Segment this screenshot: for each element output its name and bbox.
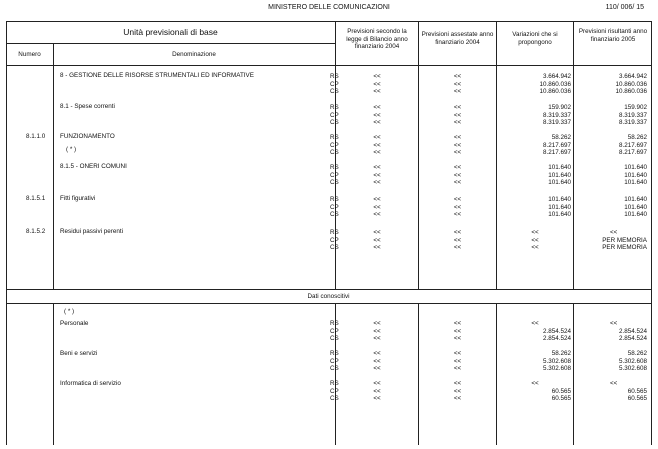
risultanti-value: 58.262 bbox=[627, 350, 647, 357]
denominazione-header: Denominazione bbox=[172, 51, 216, 58]
variazioni-value: 101.640 bbox=[548, 171, 571, 179]
risultanti-value: 5.302.608 bbox=[618, 357, 647, 365]
variazioni-value: 10.860.036 bbox=[539, 88, 571, 96]
risultanti-value: 101.640 bbox=[624, 203, 647, 211]
bilancio-value: << bbox=[373, 179, 381, 187]
risultanti-value: PER MEMORIA bbox=[602, 236, 647, 244]
assestate-divider-dati bbox=[418, 303, 419, 445]
bilancio-header: Previsioni secondo la legge di Bilancio anno finanziario 2004 bbox=[346, 28, 408, 51]
row-type: CP bbox=[330, 171, 339, 179]
assestate-value: << bbox=[453, 119, 462, 127]
risultanti-header: Previsioni risultanti anno finanziario 2005 bbox=[578, 28, 648, 43]
numero-divider bbox=[53, 43, 54, 289]
assestate-value: << bbox=[453, 335, 462, 343]
bilancio-value: << bbox=[373, 229, 381, 236]
bilancio-value: << bbox=[373, 73, 381, 80]
row-numero: 8.1.5.2 bbox=[26, 228, 46, 235]
bilancio-value: << bbox=[373, 80, 381, 88]
assestate-value: << bbox=[453, 320, 462, 327]
row-type: CS bbox=[330, 149, 339, 157]
risultanti-value: 10.860.036 bbox=[615, 88, 647, 96]
variazioni-value: 10.860.036 bbox=[539, 80, 571, 88]
risultanti-value: 101.640 bbox=[624, 179, 647, 187]
assestate-value: << bbox=[453, 395, 462, 403]
row-type: CS bbox=[330, 211, 339, 219]
row-type: RS bbox=[330, 164, 339, 171]
assestate-value: << bbox=[453, 164, 462, 171]
variazioni-value: 101.640 bbox=[548, 203, 571, 211]
variazioni-value: 58.262 bbox=[551, 350, 571, 357]
bilancio-value: << bbox=[373, 327, 381, 335]
variazioni-value: 8.217.697 bbox=[542, 141, 571, 149]
unita-title-divider bbox=[6, 43, 335, 44]
bilancio-value: << bbox=[373, 236, 381, 244]
assestate-value: << bbox=[453, 350, 462, 357]
row-denominazione: Residui passivi perenti bbox=[60, 228, 123, 235]
row-type: CP bbox=[330, 236, 339, 244]
dati-note: ( * ) bbox=[64, 308, 75, 315]
risultanti-value: 60.565 bbox=[627, 395, 647, 403]
row-type: RS bbox=[330, 320, 339, 327]
assestate-value: << bbox=[453, 179, 462, 187]
risultanti-value: 159.902 bbox=[624, 104, 647, 111]
assestate-divider bbox=[418, 21, 419, 289]
variazioni-value: 5.302.608 bbox=[542, 357, 571, 365]
assestate-value: << bbox=[453, 196, 462, 203]
variazioni-value: 101.640 bbox=[548, 164, 571, 171]
bilancio-value: << bbox=[373, 211, 381, 219]
row-type: CP bbox=[330, 327, 339, 335]
risultanti-value: 2.854.524 bbox=[618, 335, 647, 343]
variazioni-value: 60.565 bbox=[551, 395, 571, 403]
row-type: CS bbox=[330, 88, 339, 96]
row-type: CS bbox=[330, 395, 339, 403]
row-numero: 8.1.5.1 bbox=[26, 195, 46, 202]
row-type: RS bbox=[330, 134, 339, 141]
assestate-value: << bbox=[453, 171, 462, 179]
row-type: RS bbox=[330, 380, 339, 387]
table-top-border bbox=[6, 21, 651, 22]
assestate-value: << bbox=[453, 211, 462, 219]
assestate-value: << bbox=[453, 134, 462, 141]
dati-denominazione: Personale bbox=[60, 320, 89, 327]
risultanti-value: 58.262 bbox=[627, 134, 647, 141]
assestate-value: << bbox=[453, 327, 462, 335]
risultanti-value: 101.640 bbox=[624, 196, 647, 203]
variazioni-value: << bbox=[531, 244, 539, 252]
variazioni-value: 8.217.697 bbox=[542, 149, 571, 157]
bilancio-value: << bbox=[373, 119, 381, 127]
bilancio-value: << bbox=[373, 111, 381, 119]
risultanti-value: << bbox=[610, 229, 618, 236]
variazioni-value: 101.640 bbox=[548, 179, 571, 187]
numero-divider-dati bbox=[53, 303, 54, 445]
risultanti-value: 3.664.942 bbox=[618, 73, 647, 80]
row-type: CP bbox=[330, 80, 339, 88]
bilancio-value: << bbox=[373, 164, 381, 171]
variazioni-value: 8.319.337 bbox=[542, 119, 571, 127]
risultanti-value: PER MEMORIA bbox=[602, 244, 647, 252]
assestate-value: << bbox=[453, 80, 462, 88]
risultanti-value: 8.319.337 bbox=[618, 119, 647, 127]
bilancio-value: << bbox=[373, 244, 381, 252]
row-type: CP bbox=[330, 357, 339, 365]
risultanti-value: << bbox=[610, 320, 618, 327]
variazioni-divider-dati bbox=[496, 303, 497, 445]
variazioni-value: 5.302.608 bbox=[542, 365, 571, 373]
row-type: CS bbox=[330, 179, 339, 187]
row-type: RS bbox=[330, 104, 339, 111]
variazioni-value: << bbox=[531, 320, 539, 327]
bilancio-value: << bbox=[373, 320, 381, 327]
variazioni-value: 8.319.337 bbox=[542, 111, 571, 119]
numero-header: Numero bbox=[18, 51, 41, 58]
assestate-value: << bbox=[453, 203, 462, 211]
row-type: RS bbox=[330, 229, 339, 236]
table-right-border bbox=[651, 21, 652, 445]
row-denominazione: 8.1.5 - ONERI COMUNI bbox=[60, 163, 127, 170]
risultanti-value: 10.860.036 bbox=[615, 80, 647, 88]
bilancio-value: << bbox=[373, 365, 381, 373]
risultanti-value: 8.319.337 bbox=[618, 111, 647, 119]
row-type: RS bbox=[330, 350, 339, 357]
bilancio-value: << bbox=[373, 387, 381, 395]
dati-denominazione: Beni e servizi bbox=[60, 350, 98, 357]
row-type: RS bbox=[330, 73, 339, 80]
variazioni-value: 58.262 bbox=[551, 134, 571, 141]
variazioni-value: 2.854.524 bbox=[542, 335, 571, 343]
risultanti-divider bbox=[573, 21, 574, 289]
table-left-border bbox=[6, 21, 7, 445]
risultanti-value: 101.640 bbox=[624, 171, 647, 179]
variazioni-value: << bbox=[531, 380, 539, 387]
bilancio-value: << bbox=[373, 141, 381, 149]
assestate-value: << bbox=[453, 141, 462, 149]
risultanti-value: 8.217.697 bbox=[618, 149, 647, 157]
assestate-value: << bbox=[453, 229, 462, 236]
risultanti-value: 2.854.524 bbox=[618, 327, 647, 335]
variazioni-value: 3.664.942 bbox=[542, 73, 571, 80]
bilancio-value: << bbox=[373, 380, 381, 387]
row-type: CP bbox=[330, 203, 339, 211]
row-type: CS bbox=[330, 365, 339, 373]
bilancio-value: << bbox=[373, 395, 381, 403]
bilancio-value: << bbox=[373, 203, 381, 211]
assestate-value: << bbox=[453, 149, 462, 157]
assestate-value: << bbox=[453, 236, 462, 244]
risultanti-value: 101.640 bbox=[624, 164, 647, 171]
risultanti-value: 8.217.697 bbox=[618, 141, 647, 149]
row-type: CS bbox=[330, 119, 339, 127]
variazioni-value: << bbox=[531, 229, 539, 236]
row-subtitle: ( * ) bbox=[66, 146, 77, 153]
variazioni-value: 60.565 bbox=[551, 387, 571, 395]
assestate-value: << bbox=[453, 111, 462, 119]
risultanti-divider-dati bbox=[573, 303, 574, 445]
row-type: CS bbox=[330, 244, 339, 252]
row-denominazione: 8.1 - Spese correnti bbox=[60, 103, 115, 110]
bilancio-value: << bbox=[373, 335, 381, 343]
variazioni-value: 2.854.524 bbox=[542, 327, 571, 335]
row-type: RS bbox=[330, 196, 339, 203]
bilancio-value: << bbox=[373, 171, 381, 179]
header-bottom-border bbox=[6, 65, 651, 66]
dati-conoscitivi-title: Dati conoscitivi bbox=[307, 293, 350, 300]
row-denominazione: 8 - GESTIONE DELLE RISORSE STRUMENTALI ED INFORMATIVE bbox=[60, 72, 254, 79]
variazioni-value: 159.902 bbox=[548, 104, 571, 111]
bilancio-value: << bbox=[373, 104, 381, 111]
dati-top-border bbox=[6, 289, 651, 290]
unita-title: Unità previsionali di base bbox=[123, 27, 218, 37]
row-type: CS bbox=[330, 335, 339, 343]
bilancio-value: << bbox=[373, 88, 381, 96]
assestate-value: << bbox=[453, 357, 462, 365]
bilancio-value: << bbox=[373, 350, 381, 357]
assestate-value: << bbox=[453, 88, 462, 96]
assestate-header: Previsioni assestate anno finanziario 2004 bbox=[421, 31, 494, 46]
risultanti-value: 101.640 bbox=[624, 211, 647, 219]
bilancio-value: << bbox=[373, 357, 381, 365]
assestate-value: << bbox=[453, 73, 462, 80]
row-numero: 8.1.1.0 bbox=[26, 133, 46, 140]
row-denominazione: Fitti figurativi bbox=[60, 195, 96, 202]
variazioni-value: << bbox=[531, 236, 539, 244]
variazioni-header: Variazioni che si propongono bbox=[512, 31, 558, 46]
bilancio-value: << bbox=[373, 149, 381, 157]
assestate-value: << bbox=[453, 244, 462, 252]
variazioni-value: 101.640 bbox=[548, 196, 571, 203]
dati-denominazione: Informatica di servizio bbox=[60, 380, 121, 387]
row-type: CP bbox=[330, 387, 339, 395]
ministry-header: MINISTERO DELLE COMUNICAZIONI bbox=[268, 4, 390, 11]
assestate-value: << bbox=[453, 380, 462, 387]
assestate-value: << bbox=[453, 104, 462, 111]
bilancio-value: << bbox=[373, 196, 381, 203]
assestate-value: << bbox=[453, 365, 462, 373]
risultanti-value: 5.302.608 bbox=[618, 365, 647, 373]
risultanti-value: << bbox=[610, 380, 618, 387]
dati-bottom-border bbox=[6, 303, 651, 304]
variazioni-divider bbox=[496, 21, 497, 289]
variazioni-value: 101.640 bbox=[548, 211, 571, 219]
row-type: CP bbox=[330, 111, 339, 119]
bilancio-value: << bbox=[373, 134, 381, 141]
risultanti-value: 60.565 bbox=[627, 387, 647, 395]
assestate-value: << bbox=[453, 387, 462, 395]
row-denominazione: FUNZIONAMENTO bbox=[60, 133, 115, 140]
row-type: CP bbox=[330, 141, 339, 149]
page-reference: 110/ 006/ 15 bbox=[605, 4, 644, 11]
